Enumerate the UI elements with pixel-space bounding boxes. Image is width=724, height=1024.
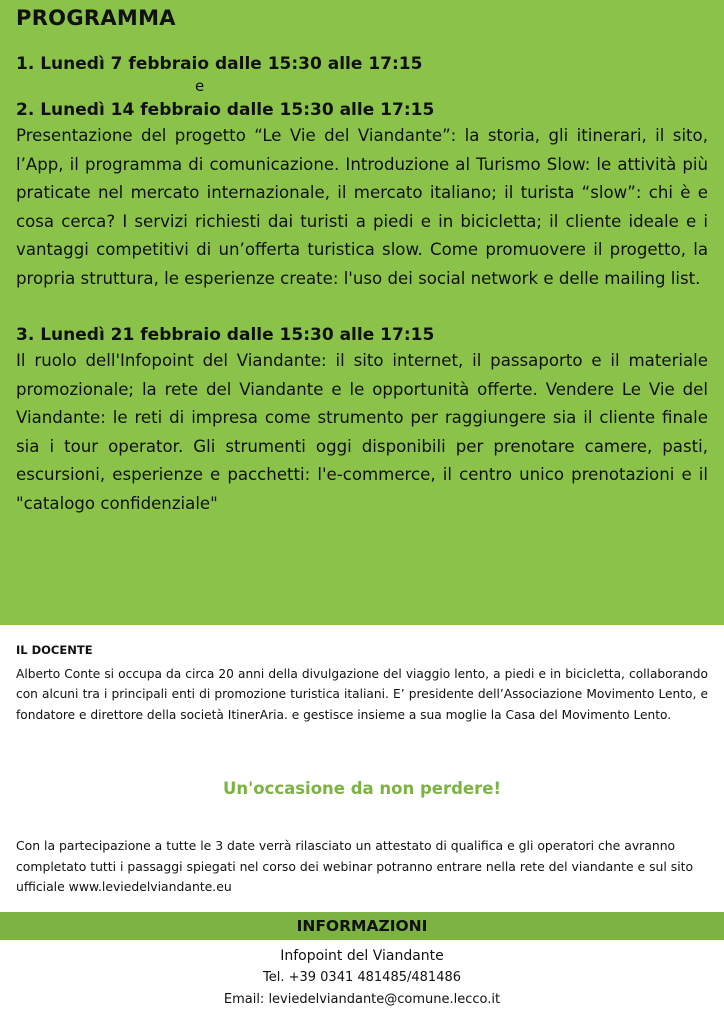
session-conjunction: e [195, 77, 205, 95]
tagline: Un'occasione da non perdere! [223, 779, 501, 798]
teacher-label: IL DOCENTE [16, 643, 93, 657]
session-2-description: Presentazione del progetto “Le Vie del Viandante”: la storia, gli itinerari, il sito, l’App, il programma di comunicazione. Introduzione al Turismo Slow: le attività più praticate nel mercato internazionale, il mercato italiano; il turista “slow”: chi è e cosa cerca? I servizi richiesti dai turisti a piedi e in bicicletta; il cliente ideale e i vantaggi competitivi di un’offerta turistica slow. Come promuovere il progetto, la propria struttura, le esperienze create: l'uso dei social network e delle mailing list. [16, 126, 708, 288]
session-1-date: 1. Lunedì 7 febbraio dalle 15:30 alle 17:15 [16, 54, 423, 74]
teacher-bio: Alberto Conte si occupa da circa 20 anni della divulgazione del viaggio lento, a piedi e in bicicletta, collaborando con alcuni tra i principali enti di promozione turistica italiani. E’ presidente dell’Associazione Movimento Lento, e fondatore e direttore della società ItinerAria. e gestisce insieme a sua moglie la Casa del Movimento Lento. [16, 666, 708, 722]
certificate-note: Con la partecipazione a tutte le 3 date verrà rilasciato un attestato di qualifica e gli operatori che avranno completato tutti i passaggi spiegati nel corso dei webinar potranno entrare nella rete del viandante e sul sito ufficiale www.leviedelviandante.eu [16, 838, 694, 894]
contact-email[interactable]: Email: leviedelviandante@comune.lecco.it [223, 992, 501, 1007]
contacts-section [0, 945, 724, 1011]
session-2-date: 2. Lunedì 14 febbraio dalle 15:30 alle 17:15 [16, 100, 435, 120]
program-title: PROGRAMMA [16, 6, 176, 30]
session-3-date: 3. Lunedì 21 febbraio dalle 15:30 alle 17:15 [16, 325, 435, 345]
contact-name: Infopoint del Viandante [280, 948, 444, 964]
spacer [16, 293, 708, 323]
session-3-description: Il ruolo dell'Infopoint del Viandante: il sito internet, il passaporto e il materiale promozionale; la rete del Viandante e le opportunità offerte. Vendere Le Vie del Viandante: le reti di impresa come strumento per raggiungere sia il cliente finale sia i tour operator. Gli strumenti oggi disponibili per prenotare camere, pasti, escursioni, esperienze e pacchetti: l'e-commerce, il centro unico prenotazioni e il "catalogo confidenziale" [16, 351, 708, 513]
teacher-section [16, 640, 708, 725]
info-title: INFORMAZIONI [296, 917, 428, 935]
contact-phone: Tel. +39 0341 481485/481486 [262, 970, 462, 985]
info-header-bar [0, 912, 724, 940]
